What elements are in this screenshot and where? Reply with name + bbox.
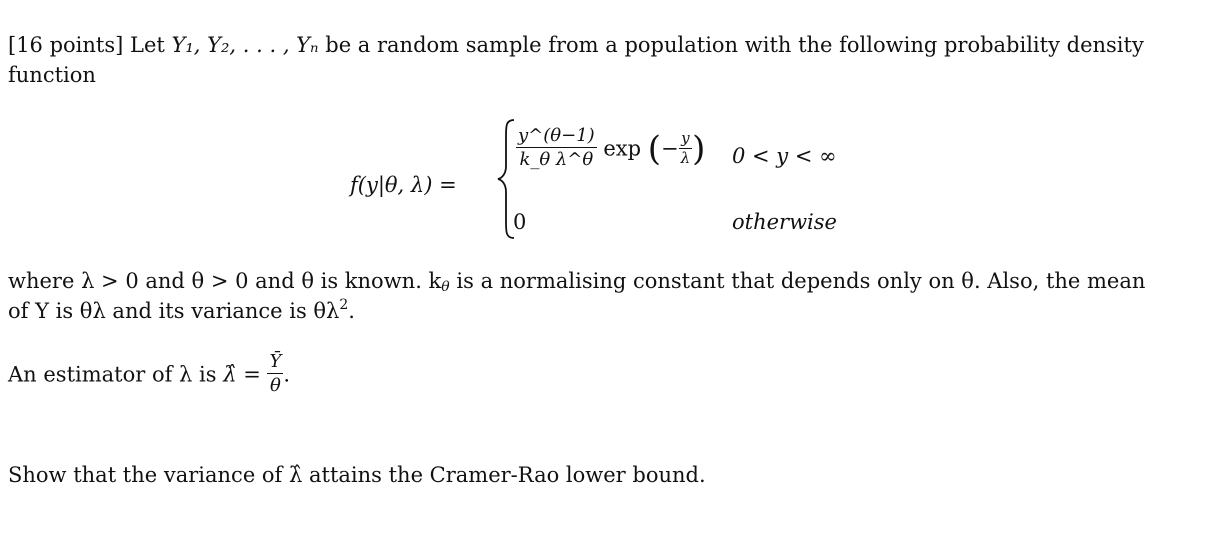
fraction-bar — [267, 373, 283, 374]
variance-exponent: 2 — [339, 297, 349, 313]
left-paren: ( — [647, 128, 662, 169]
fraction-bar — [516, 147, 597, 148]
density-denominator: k_θ λ^θ — [519, 149, 594, 170]
intro-text-line1: be a random sample from a population with the following probability density — [325, 33, 1144, 57]
density-numerator: y^(θ−1) — [518, 125, 595, 146]
intro-text-line2: function — [8, 63, 96, 87]
task-statement: Show that the variance of λ̂ attains the Cramer-Rao lower bound. — [8, 463, 706, 487]
density-fraction — [516, 126, 597, 171]
points-label: [16 points] — [8, 33, 124, 57]
estimator-text: An estimator of λ is — [8, 362, 224, 387]
pdf-equation — [350, 118, 870, 244]
estimator-denominator: θ — [269, 375, 281, 396]
right-paren: ) — [692, 128, 706, 169]
problem-intro — [8, 30, 1208, 90]
conditions-line2: of Y is θλ and its variance is θλ — [8, 299, 340, 323]
let-word: Let — [130, 33, 165, 57]
case2-condition: otherwise — [732, 210, 837, 234]
equals-sign: = — [236, 362, 268, 387]
estimator-period: . — [283, 362, 291, 387]
conditions-paragraph — [8, 266, 1208, 326]
case1-condition: 0 < y < ∞ — [732, 144, 837, 168]
estimator-numerator: Ȳ — [269, 351, 282, 372]
sample-variables: Y₁, Y₂, . . . , Yₙ — [171, 33, 319, 57]
k-subscript: θ — [441, 279, 450, 295]
exp-arg-denominator: λ — [680, 149, 691, 167]
conditions-line1-rest: is a normalising constant that depends only on θ. Also, the mean — [449, 269, 1146, 293]
conditions-line1: where λ > 0 and θ > 0 and θ is known. k — [8, 269, 442, 293]
case2-value: 0 — [513, 210, 527, 234]
case1-expression — [516, 126, 705, 186]
conditions-line2-end: . — [348, 299, 355, 323]
exp-function: exp — [603, 136, 642, 161]
exp-arg-numerator: y — [681, 129, 690, 147]
estimator-fraction — [267, 352, 283, 397]
exp-argument-fraction — [679, 130, 693, 167]
exp-minus-sign: − — [661, 136, 679, 161]
estimator-line — [8, 352, 290, 397]
pdf-lhs: f(y|θ, λ) = — [350, 173, 457, 197]
lambda-hat: λ̂ — [223, 362, 237, 387]
